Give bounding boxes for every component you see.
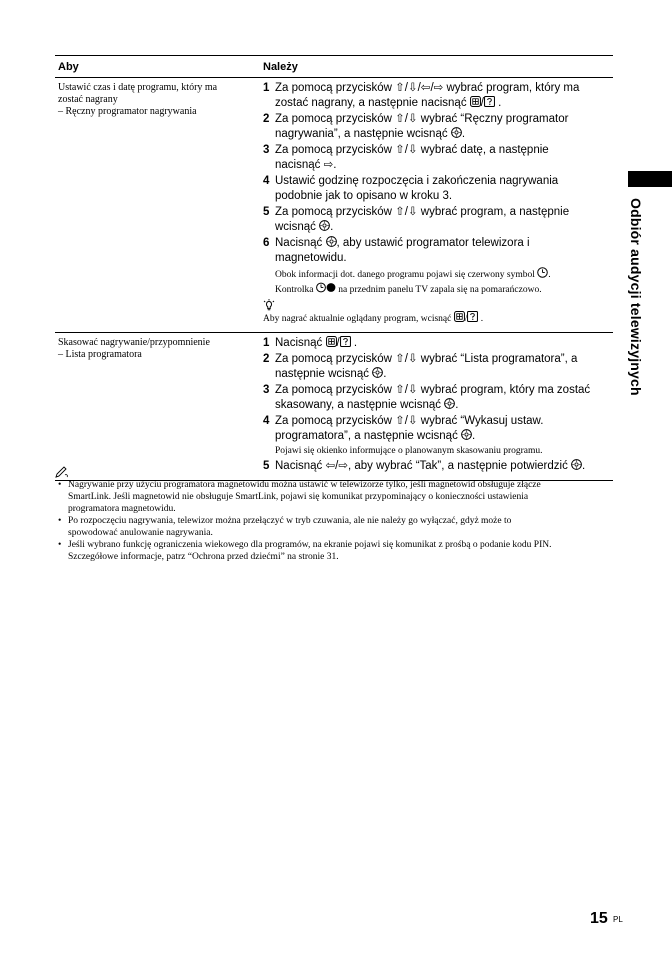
step-item: 3 Za pomocą przycisków ⇧/⇩ wybrać program, który ma zostać skasowany, a następnie wcisnąć . — [263, 384, 591, 411]
step-item: 5 Za pomocą przycisków ⇧/⇩ wybrać program, a następnie wcisnąć . — [263, 206, 570, 233]
step-item: 2 Za pomocą przycisków ⇧/⇩ wybrać “Ręczny programator nagrywania”, a następnie wcisnąć . — [263, 113, 569, 140]
guide-button-icon — [454, 311, 465, 322]
row-task: Skasować nagrywanie/przypomnienie – Lista programatora — [58, 337, 210, 360]
clock-icon — [537, 267, 548, 278]
step-item: 3 Za pomocą przycisków ⇧/⇩ wybrać datę, a następnie nacisnąć ⇨. — [263, 144, 549, 171]
note-item: • Nagrywanie przy użyciu programatora magnetowidu można ustawić w telewizorze tylko, jeśli magnetowid obsługuje złącze SmartLink. Jeśli magnetowid nie obsługuje SmartLink, pojawi się komunikat przypominający o konieczności ustawienia programatora magnetowidu. — [58, 480, 541, 514]
note-item: • Jeśli wybrano funkcję ograniczenia wiekowego dla programów, na ekranie pojawi się komunikat z prośbą o podanie kodu PIN. Szczegółowe informacje, patrz “Ochrona przed dziećmi” na stronie 31. — [58, 540, 552, 562]
ok-button-icon — [444, 398, 455, 409]
step-item: 1 Za pomocą przycisków ⇧/⇩/⇦/⇨ wybrać program, który ma zostać nagrany, a następnie nacisnąć / . — [263, 82, 580, 109]
step-item: 4 Za pomocą przycisków ⇧/⇩ wybrać “Wykasuj ustaw. programatora”, a następnie wcisnąć . — [263, 415, 544, 442]
guide-button-icon — [326, 336, 337, 347]
help-button-icon — [484, 96, 495, 107]
step-item: 5 Nacisnąć ⇦/⇨, aby wybrać “Tak”, a następnie potwierdzić . — [263, 460, 586, 472]
page-language: PL — [613, 915, 623, 924]
step-note: Pojawi się okienko informujące o planowanym skasowaniu programu. — [275, 446, 543, 456]
step-note: Obok informacji dot. danego programu pojawi się czerwony symbol . Kontrolka na przednim panelu TV zapala się na pomarańczowo. — [263, 267, 613, 297]
step-item: 2 Za pomocą przycisków ⇧/⇩ wybrać “Lista programatora”, a następnie wcisnąć . — [263, 353, 578, 380]
note-item: • Po rozpoczęciu nagrywania, telewizor można przełączyć w tryb czuwania, ale nie należy go wyłączać, gdyż może to spowodować anulowanie nagrywania. — [58, 516, 512, 538]
table-header — [55, 55, 613, 78]
help-button-icon — [467, 311, 478, 322]
header-aby: Aby — [58, 61, 79, 73]
ok-button-icon — [319, 220, 330, 231]
step-item: 1 Nacisnąć / . — [263, 337, 358, 349]
ok-button-icon — [461, 429, 472, 440]
row-task: Ustawić czas i datę programu, który ma zostać nagrany – Ręczny programator nagrywania — [58, 82, 218, 117]
section-tab-bar — [628, 171, 672, 187]
help-button-icon — [340, 336, 351, 347]
tip-box: Aby nagrać aktualnie oglądany program, wcisnąć / . — [263, 299, 613, 326]
step-item: 6 Nacisnąć , aby ustawić programator telewizora i magnetowidu. — [263, 237, 530, 264]
notes-section — [55, 466, 620, 563]
section-tab-label: Odbiór audycji telewizyjnych — [628, 198, 644, 396]
instructions-table — [55, 55, 613, 481]
header-nalezy: Należy — [263, 61, 298, 73]
ok-button-icon — [372, 367, 383, 378]
table-row — [55, 333, 613, 481]
ok-button-icon — [326, 236, 337, 247]
row-steps — [263, 78, 613, 332]
row-steps — [263, 333, 613, 480]
guide-button-icon — [470, 96, 481, 107]
tv-indicator-icon — [316, 282, 336, 293]
table-row — [55, 78, 613, 333]
tip-bulb-icon — [263, 299, 275, 311]
ok-button-icon — [451, 127, 462, 138]
note-pencil-icon — [55, 466, 69, 478]
step-item: 4 Ustawić godzinę rozpoczęcia i zakończenia nagrywania podobnie jak to opisano w kroku 3. — [263, 175, 559, 202]
page-number: 15 — [590, 910, 608, 927]
